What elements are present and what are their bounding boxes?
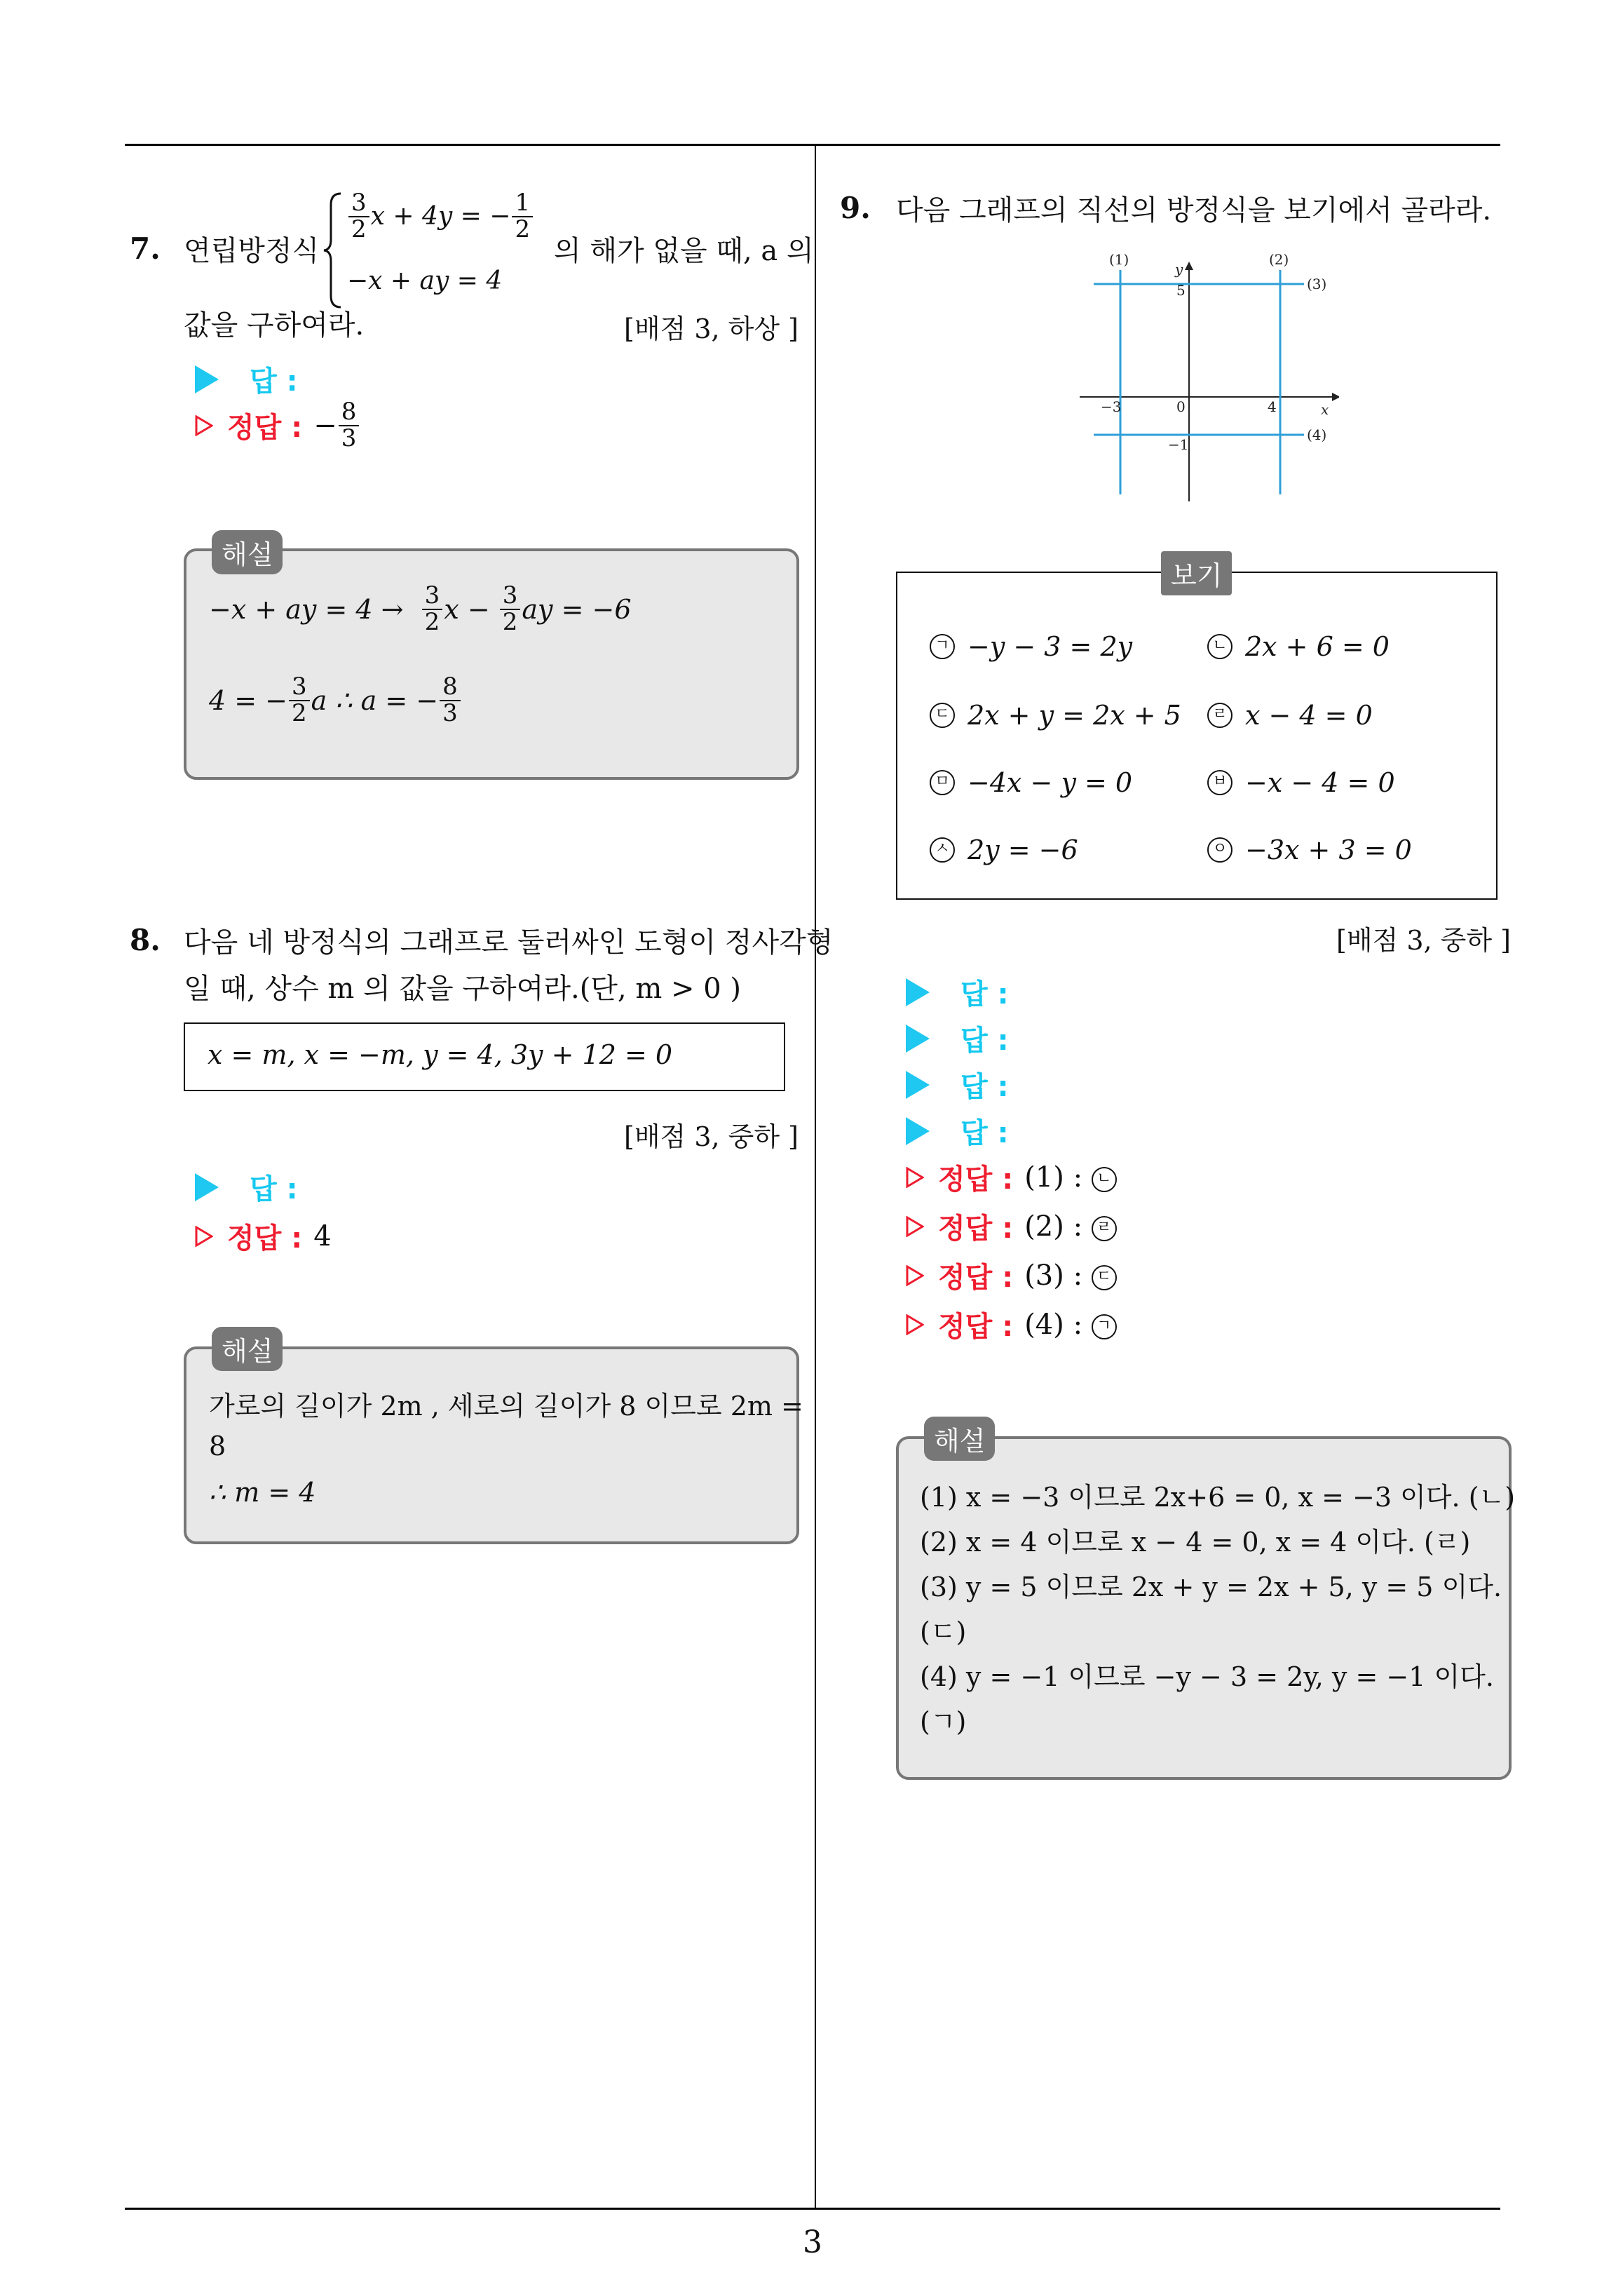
- bogi-item: ㅂ −x − 4 = 0: [1207, 767, 1395, 798]
- q8-solution-box: [184, 1346, 799, 1544]
- answer-label: 답 :: [250, 365, 298, 398]
- q9-solution-line5: (4) y = −1 이므로 −y − 3 = 2y, y = −1 이다.: [920, 1661, 1494, 1692]
- q7-suffix: 의 해가 없을 때, a 의: [554, 235, 814, 267]
- answer-label: 답 :: [960, 1025, 1009, 1057]
- bogi-item: ㄷ 2x + y = 2x + 5: [930, 700, 1181, 731]
- outline-triangle-icon: [195, 1226, 213, 1247]
- q7-equation-2: −x + ay = 4: [347, 266, 503, 295]
- q8-line1: 다음 네 방정식의 그래프로 둘러싸인 도형이 정사각형: [184, 926, 834, 959]
- q7-system-brace: [322, 191, 344, 313]
- q9-solution-line2: (2) x = 4 이므로 x − 4 = 0, x = 4 이다. (ㄹ): [920, 1527, 1471, 1558]
- correct-value: (3) : ㄷ: [1024, 1260, 1129, 1292]
- correct-value: (1) : ㄴ: [1024, 1161, 1129, 1194]
- bogi-item: ㄹ x − 4 = 0: [1207, 700, 1373, 731]
- bogi-item: ㅅ 2y = −6: [930, 835, 1078, 865]
- outline-triangle-icon: [195, 415, 213, 436]
- q7-solution-line1: −x + ay = 4 → $\frac{3}{2}$ x − $\frac{3}{2}$ ay = −6: [209, 581, 632, 636]
- correct-label: 정답 :: [938, 1262, 1014, 1294]
- top-rule: [125, 144, 1500, 146]
- play-icon: [906, 978, 930, 1006]
- bottom-rule: [125, 2208, 1500, 2210]
- q7-answer-row[interactable]: [195, 359, 298, 399]
- outline-triangle-icon: [906, 1314, 924, 1335]
- correct-label: 정답 :: [938, 1163, 1014, 1196]
- bogi-item: ㄱ −y − 3 = 2y: [930, 631, 1132, 662]
- q9-correct-row-4: [906, 1304, 1129, 1344]
- q9-answer-row-2[interactable]: [906, 1018, 1009, 1058]
- q7-prefix: 연립방정식: [184, 235, 320, 267]
- tick-4: 4: [1268, 398, 1277, 415]
- q9-correct-row-3: [906, 1255, 1129, 1295]
- correct-label: 정답 :: [938, 1311, 1014, 1343]
- label-y: y: [1175, 261, 1183, 278]
- y-axis-arrow: [1185, 262, 1193, 270]
- q7-equation-1: $\frac{3}{2}$ x + 4y = − $\frac{1}{2}$: [347, 191, 534, 242]
- q7-solution-line2: 4 = − $\frac{3}{2}$ a ∴ a = − $\frac{8}{3}$: [209, 675, 462, 726]
- tick-5: 5: [1176, 282, 1186, 299]
- correct-value: 4: [313, 1220, 332, 1252]
- label-line-2: (2): [1269, 251, 1289, 268]
- q8-solution-line1: 가로의 길이가 2m , 세로의 길이가 8 이므로 2m =: [209, 1391, 803, 1422]
- bogi-item: ㄴ 2x + 6 = 0: [1207, 631, 1390, 662]
- q9-graph: [1073, 249, 1339, 508]
- label-line-3: (3): [1307, 276, 1327, 292]
- q9-solution-line6: (ㄱ): [920, 1706, 967, 1737]
- q9-solution-tag: 해설: [924, 1417, 995, 1461]
- q8-solution-line2: 8: [209, 1431, 226, 1461]
- label-line-4: (4): [1307, 426, 1327, 443]
- bogi-item: ㅇ −3x + 3 = 0: [1207, 835, 1412, 865]
- q8-number: 8.: [130, 923, 161, 957]
- q9-answer-row-1[interactable]: [906, 972, 1009, 1012]
- play-icon: [906, 1071, 930, 1099]
- bogi-item: ㅁ −4x − y = 0: [930, 767, 1132, 798]
- answer-label: 답 :: [960, 1071, 1009, 1103]
- q8-correct-row: [195, 1216, 332, 1256]
- play-icon: [906, 1117, 930, 1145]
- q9-solution-line3: (3) y = 5 이므로 2x + y = 2x + 5, y = 5 이다.: [920, 1572, 1502, 1602]
- label-line-1: (1): [1109, 251, 1129, 268]
- q8-score: [배점 3, 중하 ]: [624, 1121, 799, 1152]
- q8-solution-line3: ∴ m = 4: [209, 1477, 316, 1508]
- q7-correct-row: [195, 400, 360, 451]
- q9-number: 9.: [840, 191, 871, 225]
- play-icon: [195, 365, 219, 393]
- tick-neg1: −1: [1168, 436, 1189, 453]
- q8-line2: 일 때, 상수 m 의 값을 구하여라.(단, m > 0 ): [184, 973, 742, 1005]
- q9-solution-line1: (1) x = −3 이므로 2x+6 = 0, x = −3 이다. (ㄴ): [920, 1482, 1516, 1513]
- outline-triangle-icon: [906, 1167, 924, 1188]
- play-icon: [195, 1173, 219, 1201]
- q9-bogi-tag: 보기: [1161, 551, 1232, 595]
- correct-value: (4) : ㄱ: [1024, 1309, 1129, 1341]
- q9-solution-line4: (ㄷ): [920, 1616, 967, 1647]
- q9-score: [배점 3, 중하 ]: [1336, 925, 1511, 956]
- q9-correct-row-1: [906, 1157, 1129, 1197]
- correct-label: 정답 :: [227, 412, 303, 445]
- q7-line2: 값을 구하여라.: [184, 309, 365, 342]
- correct-label: 정답 :: [938, 1213, 1014, 1245]
- x-axis-arrow: [1332, 393, 1339, 401]
- correct-value: − $\frac{8}{3}$: [313, 400, 360, 451]
- tick-neg3: −3: [1101, 398, 1122, 415]
- label-x: x: [1321, 401, 1329, 418]
- page-number: 3: [803, 2224, 822, 2260]
- q9-question: 다음 그래프의 직선의 방정식을 보기에서 골라라.: [896, 194, 1492, 227]
- play-icon: [906, 1025, 930, 1053]
- q8-answer-row[interactable]: [195, 1167, 298, 1207]
- q8-solution-tag: 해설: [212, 1327, 283, 1371]
- q7-solution-tag: 해설: [212, 530, 283, 574]
- correct-label: 정답 :: [227, 1222, 303, 1255]
- q8-equations-box: [184, 1022, 785, 1091]
- column-divider: [815, 144, 816, 2209]
- q7-number: 7.: [130, 231, 161, 266]
- answer-label: 답 :: [250, 1173, 298, 1206]
- correct-value: (2) : ㄹ: [1024, 1210, 1129, 1243]
- outline-triangle-icon: [906, 1265, 924, 1286]
- tick-0: 0: [1176, 398, 1186, 415]
- q7-score: [배점 3, 하상 ]: [624, 313, 799, 344]
- q9-answer-row-4[interactable]: [906, 1111, 1009, 1151]
- q9-correct-row-2: [906, 1206, 1129, 1246]
- outline-triangle-icon: [906, 1216, 924, 1237]
- q8-equations: x = m, x = −m, y = 4, 3y + 12 = 0: [208, 1039, 673, 1070]
- answer-label: 답 :: [960, 978, 1009, 1011]
- answer-label: 답 :: [960, 1117, 1009, 1149]
- q9-answer-row-3[interactable]: [906, 1065, 1009, 1105]
